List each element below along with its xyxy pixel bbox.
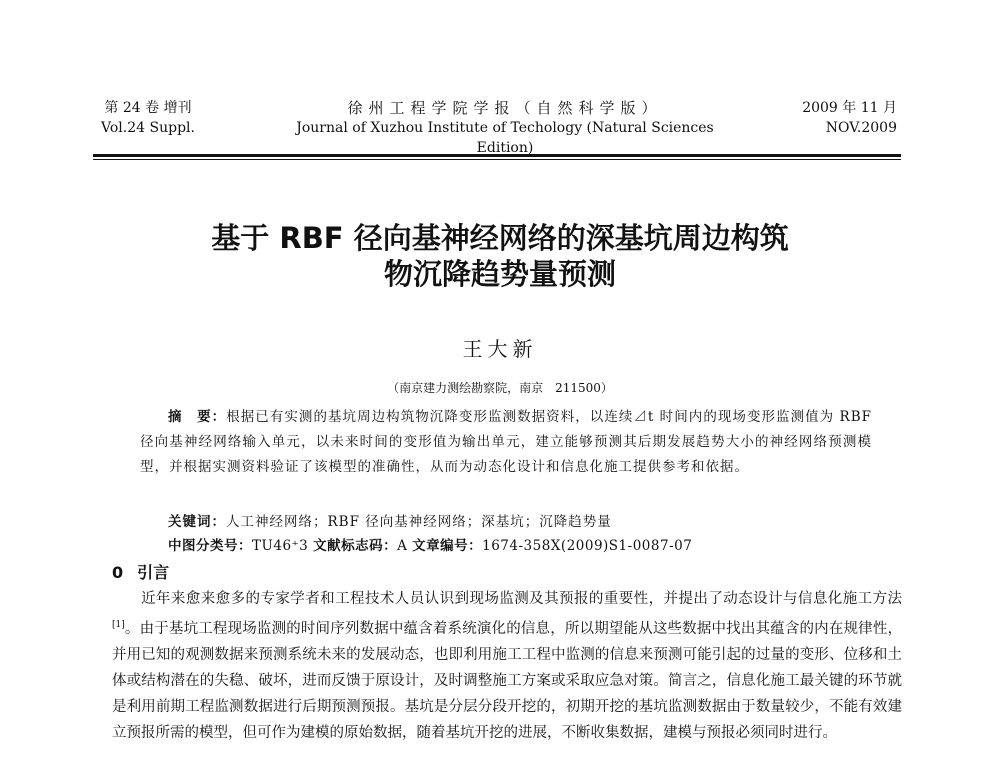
author-name: 王大新 [462,337,538,361]
body-text-2: 。由于基坑工程现场监测的时间序列数据中蕴含着系统演化的信息，所以期望能从这些数据中找出其蕴含的内在规律性，并用已知的观测数据来预测系统未来的发展动态，也即利用施工工程中监测的信息来预测可能引起的过量的变形、位移和土体或结构潜在的失稳、破坏，进而反馈于原设计，及时调整施工方案或采取应急对策。简言之，信息化施工最关键的环节就是利用前期工程监测数据进行后期预测预报。基坑是分层分段开挖的，初期开挖的基坑监测数据由于数量较少，不能有效建立预报所需的模型，但可作为建模的原始数据，随着基坑开挖的进展，不断收集数据，建模与预报必须同时进行。 [112,620,902,741]
keywords-text: 人工神经网络；RBF 径向基神经网络；深基坑；沉降趋势量 [226,514,612,530]
section-title: 引言 [137,563,170,582]
header-rule-thin [93,159,901,160]
clc-value: TU46⁺3 [252,538,309,554]
doc-code-label: 文献标志码： [313,538,398,554]
doc-code-value: A [397,538,408,554]
section-heading [112,560,183,583]
keywords-label: 关键词： [168,514,226,530]
article-no-label: 文章编号： [412,538,483,554]
article-no-value: 1674-358X(2009)S1-0087-07 [482,538,693,554]
title-line-1: 基于 RBF 径向基神经网络的深基坑周边构筑 [211,221,789,255]
clc-label: 中图分类号： [168,538,252,554]
abstract [140,405,872,480]
date-cn: 2009 年 11 月 [802,100,897,116]
citation-ref: [1] [112,620,125,630]
body-paragraph [112,586,902,746]
title-line-2: 物沉降趋势量预测 [383,257,616,291]
journal-header [0,98,1000,156]
keywords [168,512,612,532]
volume-info [93,98,203,138]
classification-line [168,536,692,556]
section-number: 0 [112,563,124,582]
author-affiliation: （南京建力测绘勘察院，南京 211500） [387,381,613,395]
journal-name-en: Journal of Xuzhou Institute of Techology (Natural Sciences Edition) [296,120,714,156]
header-rule-thick [93,154,901,157]
journal-name [285,98,725,158]
abstract-label: 摘 要： [168,409,227,425]
issue-date [802,98,897,138]
abstract-text: 根据已有实测的基坑周边构筑物沉降变形监测数据资料，以连续⊿t 时间内的现场变形监测值为 RBF 径向基神经网络输入单元，以未来时间的变形值为输出单元，建立能够预测其后期发展趋势大小的神经网络预测模型，并根据实测资料验证了该模型的准确性，从而为动态化设计和信息化施工提供参考和依据。 [140,409,873,475]
body-text-1: 近年来愈来愈多的专家学者和工程技术人员认识到现场监测及其预报的重要性，并提出了动态设计与信息化施工方法 [141,591,902,607]
date-en: NOV.2009 [825,120,897,136]
volume-en: Vol.24 Suppl. [101,120,195,136]
journal-name-cn: 徐州工程学院学报（自然科学版） [347,99,663,117]
volume-cn: 第 24 卷 增刊 [104,100,192,116]
paper-title [0,220,1000,292]
